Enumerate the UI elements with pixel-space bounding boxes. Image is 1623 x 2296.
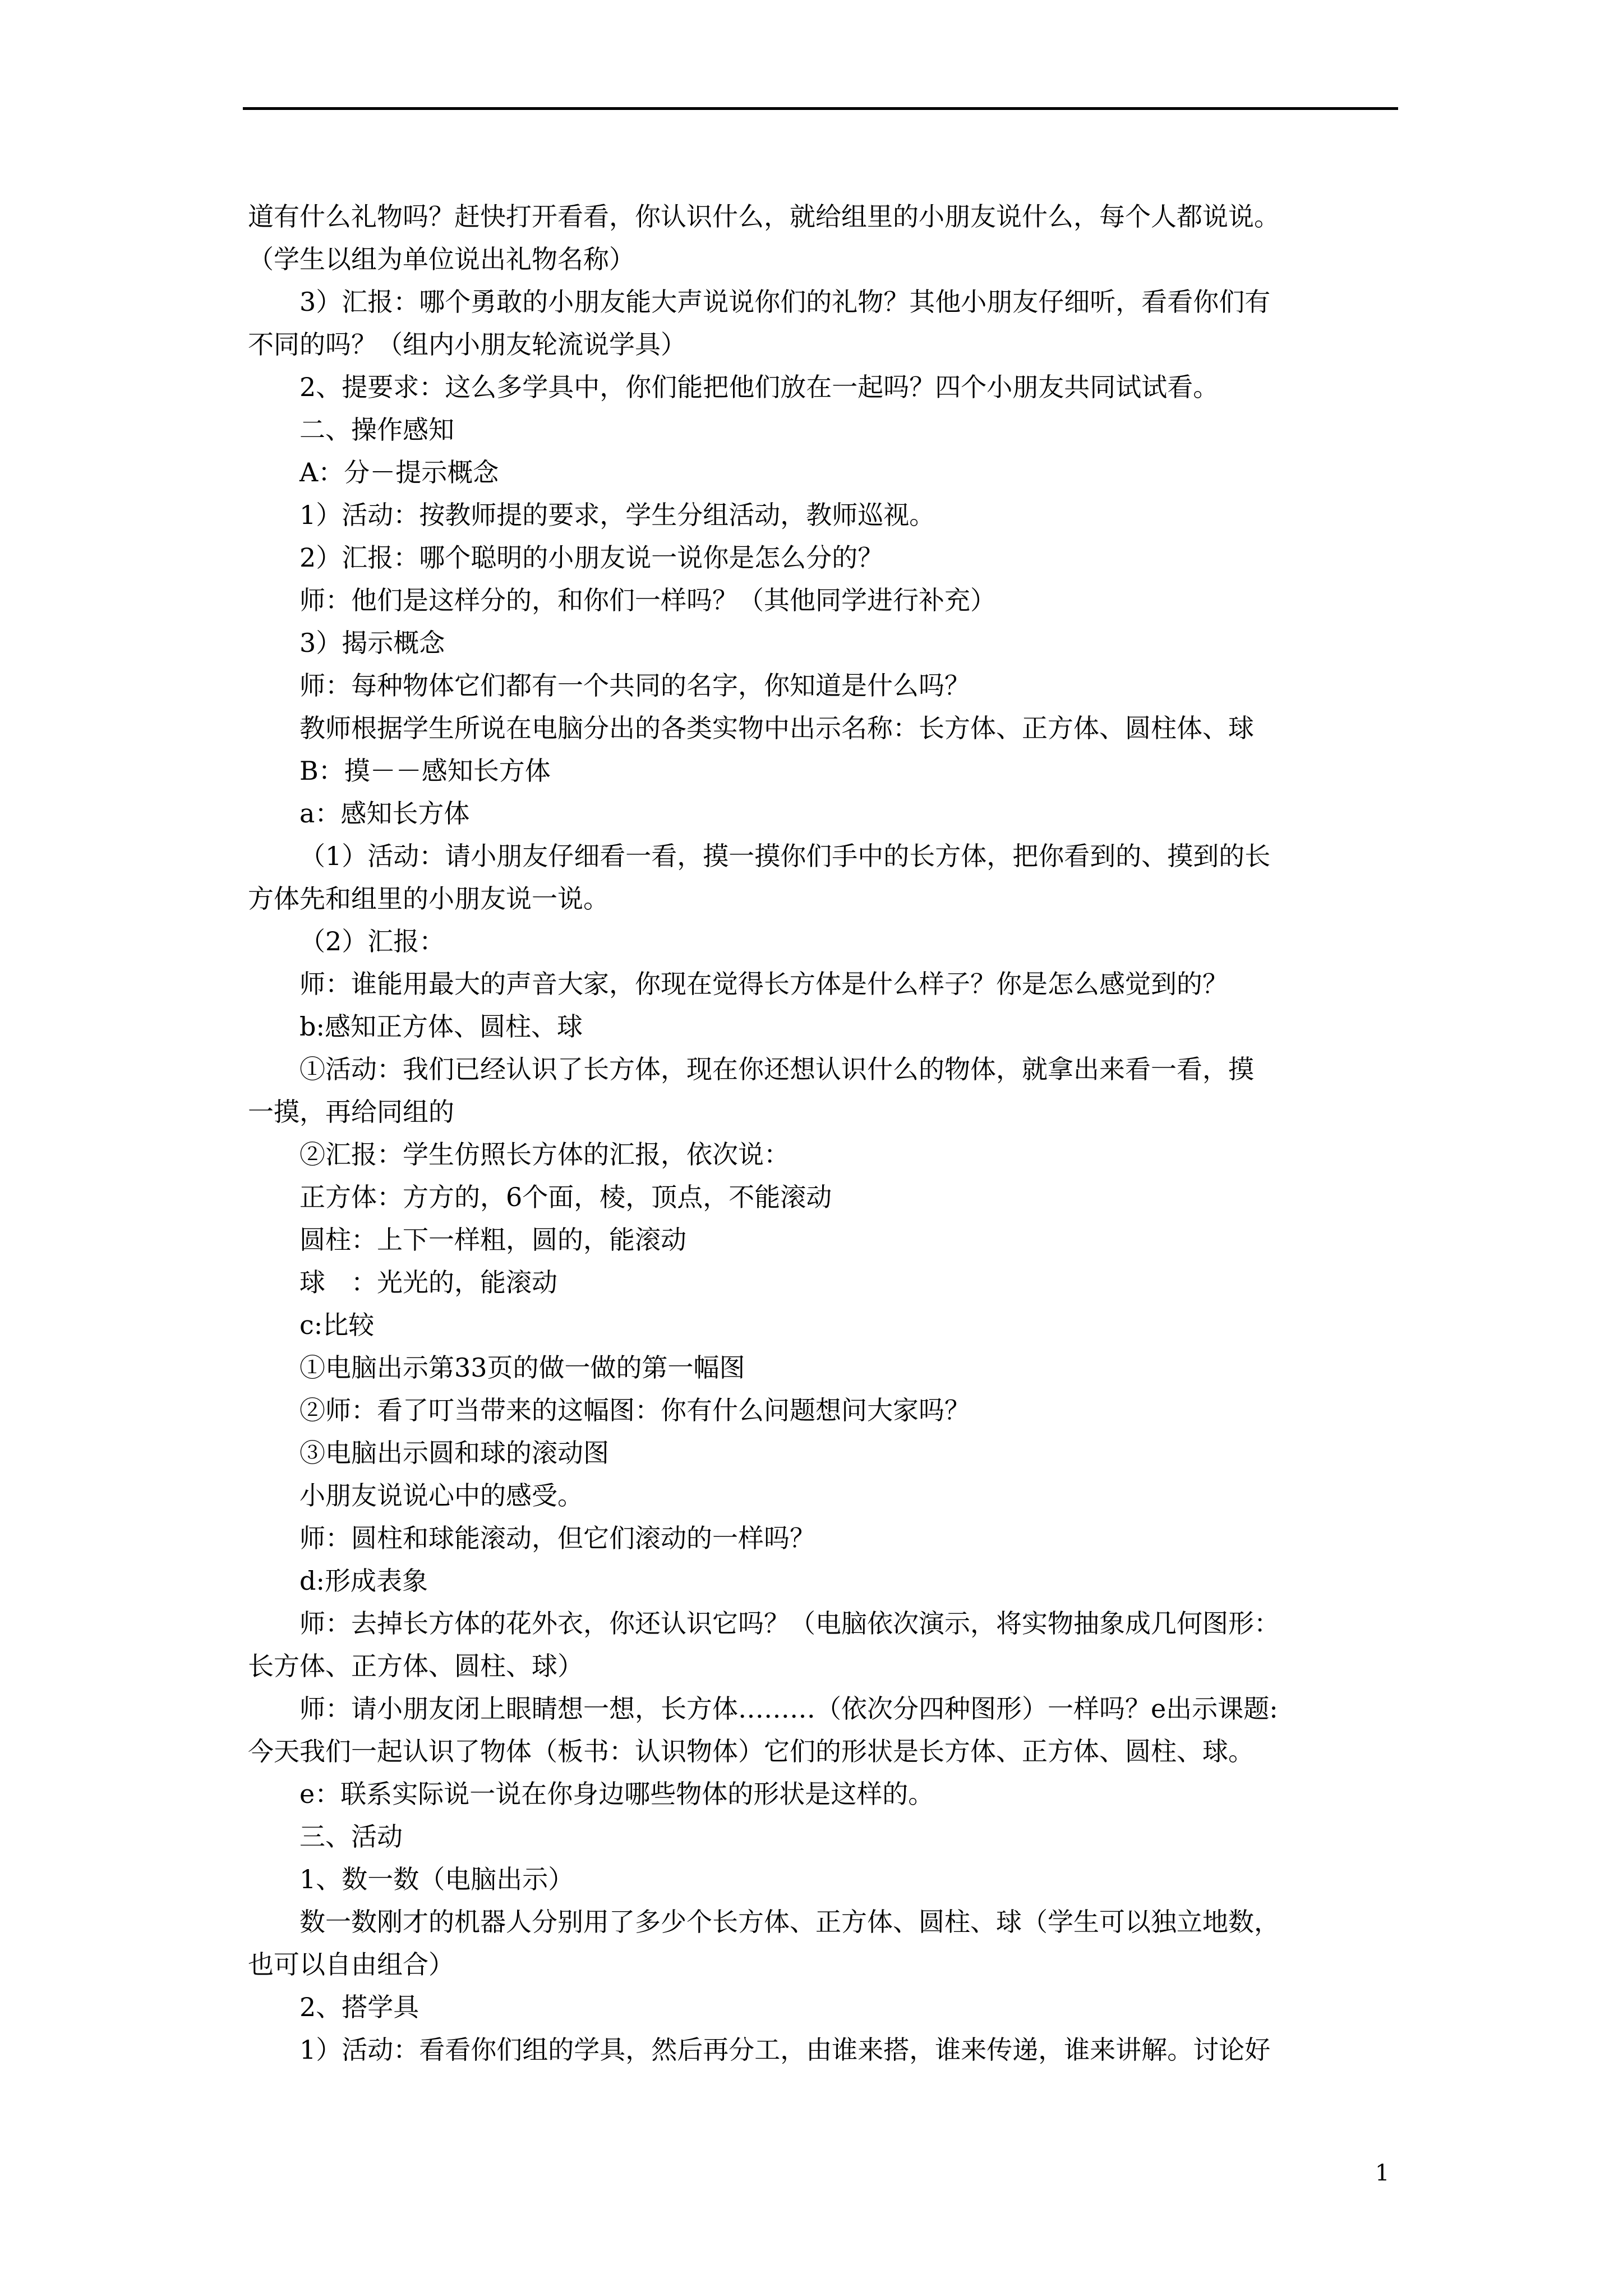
text-line: ③电脑出示圆和球的滚动图 [299,1438,609,1468]
text-line: 师：每种物体它们都有一个共同的名字，你知道是什么吗？ [299,670,970,701]
text-line: 2）汇报：哪个聪明的小朋友说一说你是怎么分的？ [299,542,884,573]
text-line: 道有什么礼物吗？赶快打开看看，你认识什么，就给组里的小朋友说什么，每个人都说说。 [248,201,1280,232]
text-line: 不同的吗？（组内小朋友轮流说学具） [248,329,686,360]
header-rule [243,107,1398,110]
text-line: （学生以组为单位说出礼物名称） [248,244,635,274]
text-line: b:感知正方体、圆柱、球 [299,1011,583,1042]
text-line: 师：谁能用最大的声音大家，你现在觉得长方体是什么样子？你是怎么感觉到的？ [299,969,1228,999]
text-line: A：分－提示概念 [299,457,499,487]
text-line: 师：请小朋友闭上眼睛想一想，长方体………（依次分四种图形）一样吗？e出示课题: [299,1694,1278,1724]
text-line: 今天我们一起认识了物体（板书：认识物体）它们的形状是长方体、正方体、圆柱、球。 [248,1736,1254,1766]
text-line: 小朋友说说心中的感受。 [299,1480,583,1511]
document-body [248,195,1392,2071]
text-line: 长方体、正方体、圆柱、球） [248,1651,583,1681]
text-line: 正方体：方方的，6个面，棱，顶点，不能滚动 [299,1182,832,1212]
text-line: 数一数刚才的机器人分别用了多少个长方体、正方体、圆柱、球（学生可以独立地数， [299,1907,1280,1937]
text-line: ①活动：我们已经认识了长方体，现在你还想认识什么的物体，就拿出来看一看，摸 [299,1054,1254,1084]
text-line: ①电脑出示第33页的做一做的第一幅图 [299,1352,745,1383]
text-line: （2）汇报： [299,926,445,956]
text-line: B：摸－－感知长方体 [299,756,551,786]
text-line: 1）活动：按教师提的要求，学生分组活动，教师巡视。 [299,500,935,530]
text-line: 师：去掉长方体的花外衣，你还认识它吗？（电脑依次演示，将实物抽象成几何图形： [299,1608,1280,1639]
text-line: （1）活动：请小朋友仔细看一看，摸一摸你们手中的长方体，把你看到的、摸到的长 [299,841,1271,871]
text-line: 一摸，再给同组的 [248,1097,454,1127]
text-line: ②汇报：学生仿照长方体的汇报，依次说： [299,1139,790,1170]
text-line: 3）汇报：哪个勇敢的小朋友能大声说说你们的礼物？其他小朋友仔细听，看看你们有 [299,287,1271,317]
text-line: 1）活动：看看你们组的学具，然后再分工，由谁来搭，谁来传递，谁来讲解。讨论好 [299,2035,1271,2065]
text-line: 也可以自由组合） [248,1949,454,1980]
text-line: a：感知长方体 [299,798,470,829]
text-line: 圆柱：上下一样粗，圆的，能滚动 [299,1225,686,1255]
text-line: 1、数一数（电脑出示） [299,1864,574,1894]
text-line: 师：他们是这样分的，和你们一样吗？（其他同学进行补充） [299,585,996,615]
text-line: 方体先和组里的小朋友说一说。 [248,884,609,914]
text-line: 三、活动 [299,1821,403,1852]
text-line: 球 ：光光的，能滚动 [299,1267,557,1297]
text-line: 二、操作感知 [299,415,454,445]
text-line: c:比较 [299,1310,375,1340]
text-line: d:形成表象 [299,1566,428,1596]
text-line: 2、搭学具 [299,1992,419,2022]
text-line: 2、提要求：这么多学具中，你们能把他们放在一起吗？四个小朋友共同试试看。 [299,372,1219,402]
text-line: ②师：看了叮当带来的这幅图：你有什么问题想问大家吗？ [299,1395,970,1425]
page-number: 1 [1375,2160,1390,2186]
text-line: 教师根据学生所说在电脑分出的各类实物中出示名称：长方体、正方体、圆柱体、球 [299,713,1254,743]
text-line: 3）揭示概念 [299,628,445,658]
text-line: e：联系实际说一说在你身边哪些物体的形状是这样的。 [299,1779,934,1809]
text-line: 师：圆柱和球能滚动，但它们滚动的一样吗？ [299,1523,815,1553]
